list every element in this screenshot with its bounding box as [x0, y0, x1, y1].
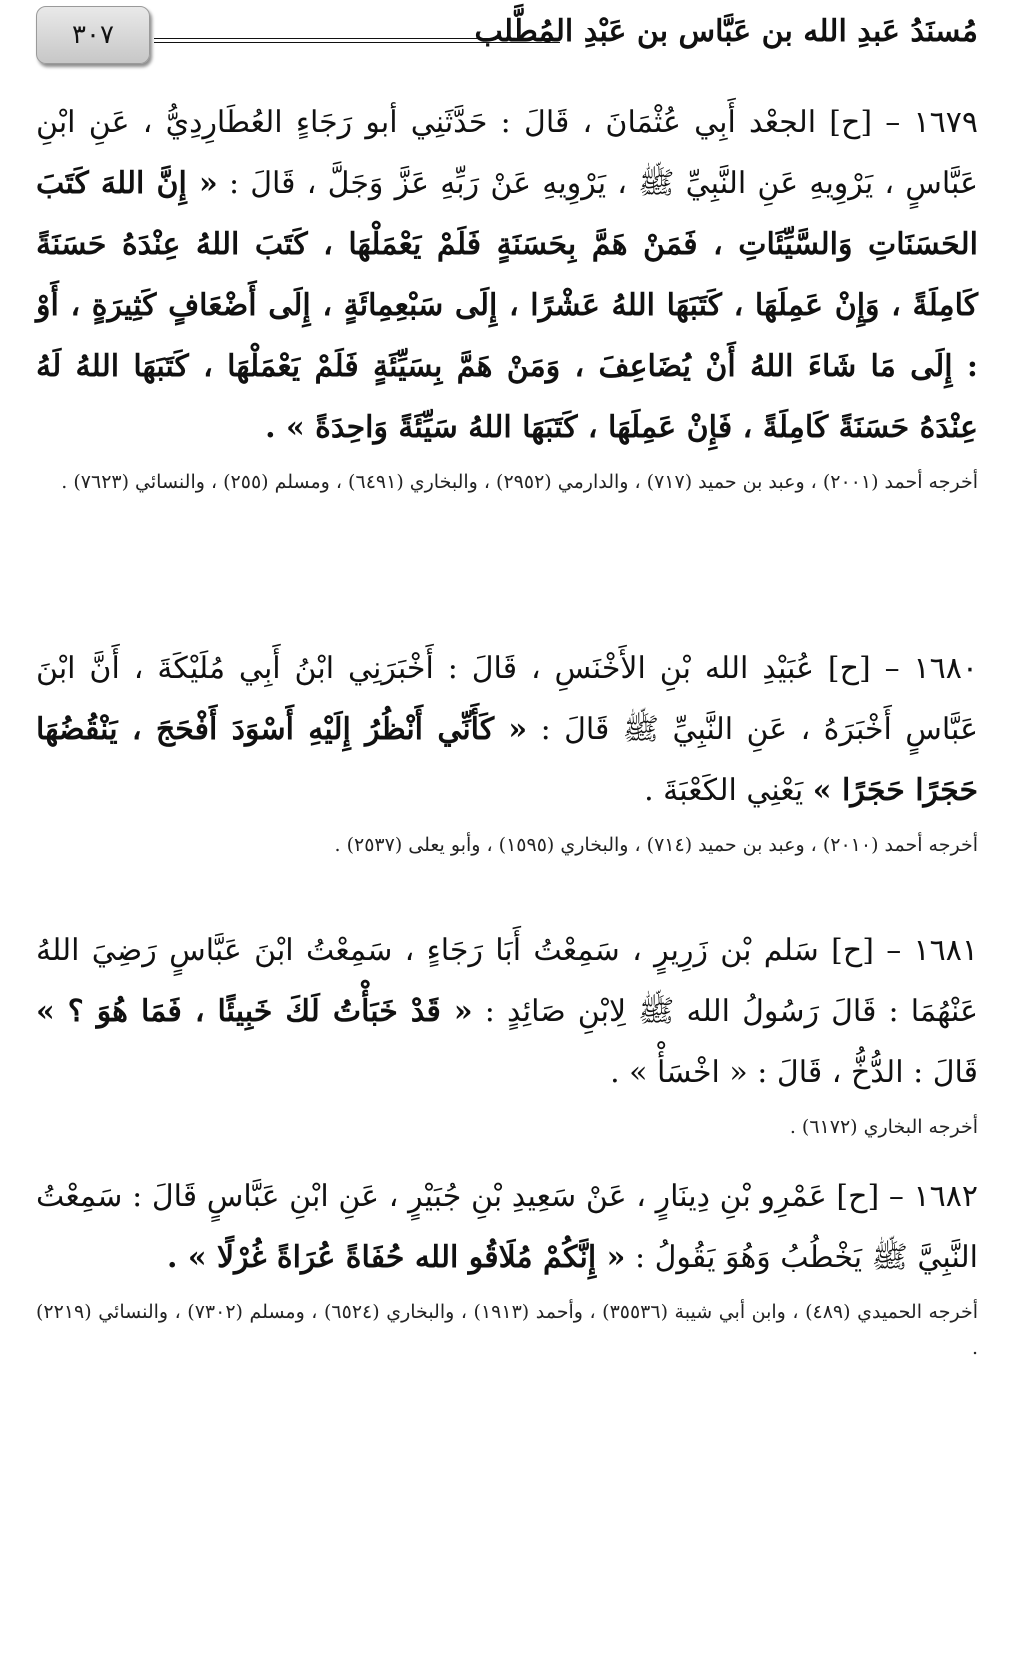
hadith-isnad: – [ح] عُبَيْدِ الله بْنِ الأَخْنَسِ ، قَالَ : أَخْبَرَنِي ابْنُ أَبِي مُلَيْكَةَ ، أَنَّ ابْنَ عَبَّاسٍ أَخْبَرَهُ ، عَنِ النَّبِيِّ ﷺ قَالَ :: [36, 651, 979, 747]
takhrij-note: أخرجه الحميدي (٤٨٩) ، وابن أبي شيبة (٣٥٥٣٦) ، وأحمد (١٩١٣) ، والبخاري (٦٥٢٤) ، ومسلم (٧٣٠٢) ، والنسائي (٢٢١٩) .: [36, 1301, 978, 1359]
hadith-suffix: قَالَ : الدُّخُّ ، قَالَ : « اخْسَأْ » .: [610, 1055, 978, 1090]
running-title: مُسنَدُ عَبدِ الله بن عَبَّاس بن عَبْدِ المُطَّلب: [474, 14, 978, 49]
hadith-number: ١٦٨٠: [913, 651, 978, 686]
page-number-badge: ٣٠٧: [36, 6, 150, 64]
hadith-number: ١٦٨٢: [913, 1179, 978, 1214]
hadith-text: [36, 1166, 978, 1288]
hadith-isnad: – [ح] الجعْد أَبِي عُثْمَانَ ، قَالَ : حَدَّثَنِي أبو رَجَاءٍ العُطَارِدِيُّ ، عَنِ ابْنِ عَبَّاسٍ ، يَرْوِيهِ عَنِ النَّبِيِّ ﷺ ، يَرْوِيهِ عَنْ رَبِّهِ عَزَّ وَجَلَّ ، قَالَ :: [36, 105, 978, 201]
takhrij-note: أخرجه البخاري (٦١٧٢) .: [789, 1116, 978, 1138]
hadith-number: ١٦٨١: [913, 933, 978, 968]
hadith-suffix: يَعْنِي الكَعْبَةَ .: [644, 773, 804, 808]
hadith-1681: [36, 920, 978, 1145]
hadith-number: ١٦٧٩: [913, 105, 978, 140]
page-header: [36, 6, 978, 68]
hadith-matn: « كَأَنِّي أَنْظُرُ إِلَيْهِ أَسْوَدَ أَفْحَجَ ، يَنْقُضُهَا حَجَرًا حَجَرًا »: [36, 712, 978, 808]
hadith-1682: [36, 1166, 978, 1366]
hadith-isnad: – [ح] عَمْرِو بْنِ دِينَارٍ ، عَنْ سَعِيدِ بْنِ جُبَيْرٍ ، عَنِ ابْنِ عَبَّاسٍ قَالَ : سَمِعْتُ النَّبِيَّ ﷺ يَخْطُبُ وَهُوَ يَقُولُ :: [36, 1179, 978, 1275]
hadith-isnad: – [ح] سَلم بْن زَرِيرٍ ، سَمِعْتُ أَبَا رَجَاءٍ ، سَمِعْتُ ابْنَ عَبَّاسٍ رَضِيَ اللهُ عَنْهُمَا : قَالَ رَسُولُ الله ﷺ لِابْنِ صَائِدٍ :: [36, 933, 978, 1029]
takhrij-note: أخرجه أحمد (٢٠١٠) ، وعبد بن حميد (٧١٤) ، والبخاري (١٥٩٥) ، وأبو يعلى (٢٥٣٧) .: [334, 834, 978, 856]
hadith-text: [36, 638, 978, 821]
hadith-text: [36, 920, 978, 1103]
header-rule: [154, 38, 560, 43]
takhrij-note: أخرجه أحمد (٢٠٠١) ، وعبد بن حميد (٧١٧) ، والدارمي (٢٩٥٢) ، والبخاري (٦٤٩١) ، ومسلم (٢٥٥) ، والنسائي (٧٦٢٣) .: [61, 471, 978, 493]
hadith-1679: [36, 92, 978, 500]
book-page: [36, 0, 978, 1657]
hadith-matn: « إِنَّ اللهَ كَتَبَ الحَسَنَاتِ وَالسَّيِّئَاتِ ، فَمَنْ هَمَّ بِحَسَنَةٍ فَلَمْ يَعْمَلْهَا ، كَتَبَ اللهُ عِنْدَهُ حَسَنَةً كَامِلَةً ، وَإِنْ عَمِلَهَا ، كَتَبَهَا اللهُ عَشْرًا ، إِلَى سَبْعِمِائَةٍ ، إِلَى أَضْعَافٍ كَثِيرَةٍ ، أَوْ : إِلَى مَا شَاءَ اللهُ أَنْ يُضَاعِفَ ، وَمَنْ هَمَّ بِسَيِّئَةٍ فَلَمْ يَعْمَلْهَا ، كَتَبَهَا اللهُ لَهُ عِنْدَهُ حَسَنَةً كَامِلَةً ، فَإِنْ عَمِلَهَا ، كَتَبَهَا اللهُ سَيِّئَةً وَاحِدَةً » .: [36, 166, 978, 445]
hadith-matn: « قَدْ خَبَأْتُ لَكَ خَبِيئًا ، فَمَا هُوَ ؟ »: [36, 994, 473, 1029]
hadith-text: [36, 92, 978, 458]
hadith-matn: « إِنَّكُمْ مُلَاقُو الله حُفَاةً عُرَاةً غُرْلًا » .: [166, 1240, 626, 1275]
hadith-1680: [36, 638, 978, 863]
